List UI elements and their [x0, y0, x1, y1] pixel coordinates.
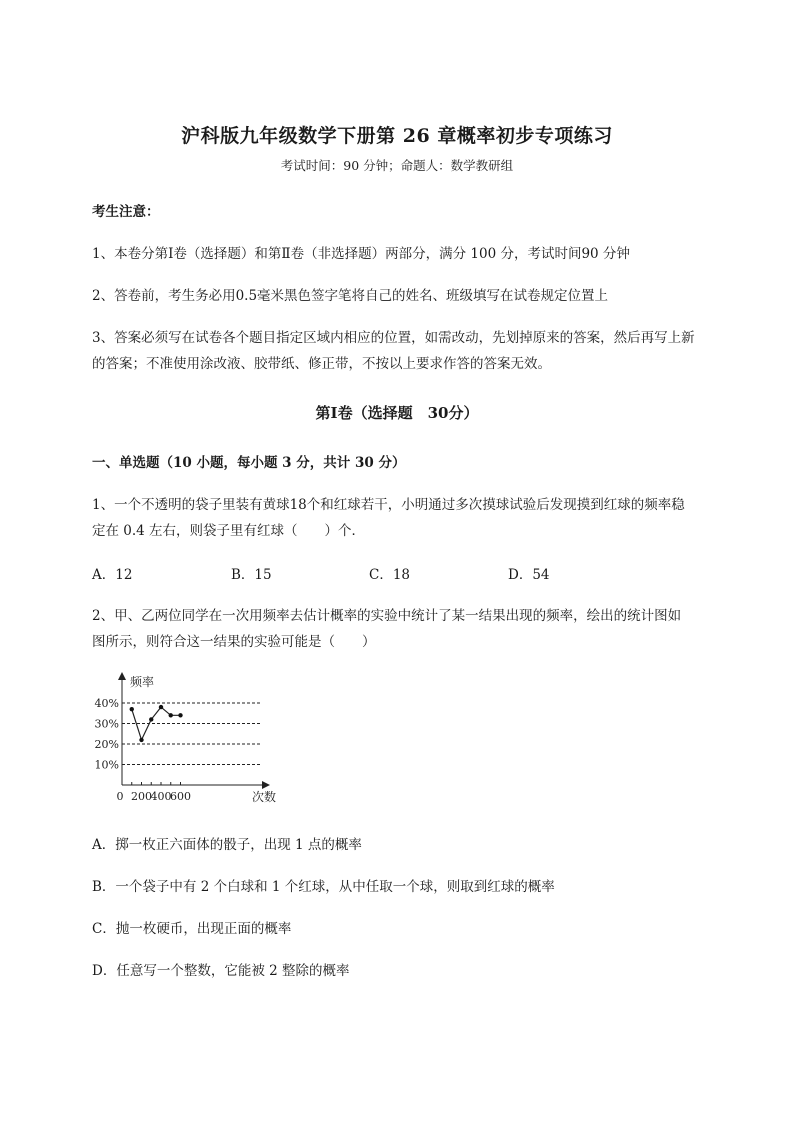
question-1-option-a: A．12	[92, 567, 133, 583]
chart-data-point	[169, 713, 173, 717]
question-2-option-c: C．抛一枚硬币，出现正面的概率	[92, 921, 292, 937]
section-title: 第Ⅰ卷（选择题 30分）	[315, 404, 479, 422]
question-1-line-2: 定在 0.4 左右，则袋子里有红球（ ）个．	[92, 523, 366, 539]
question-1-line-1: 1、一个不透明的袋子里装有黄球18个和红球若干，小明通过多次摸球试验后发现摸到红球的频率稳	[92, 497, 685, 513]
question-1-option-d: D．54	[508, 567, 550, 583]
document-subtitle: 考试时间：90 分钟；命题人：数学教研组	[280, 158, 514, 173]
chart-y-tick-label: 10%	[94, 758, 119, 772]
chart-x-tick-label: 600	[170, 790, 191, 803]
frequency-line-chart	[88, 668, 298, 810]
question-2-option-a: A．掷一枚正六面体的骰子，出现 1 点的概率	[92, 837, 362, 853]
chart-gridlines	[122, 703, 260, 765]
chart-data-point	[159, 705, 163, 709]
chart-y-tick-label: 30%	[94, 717, 119, 731]
chart-data-point	[178, 713, 182, 717]
chart-data-point	[139, 738, 143, 742]
notice-3-line-2: 的答案；不准使用涂改液、胶带纸、修正带，不按以上要求作答的答案无效。	[92, 356, 551, 372]
chart-y-tick-label: 20%	[94, 738, 119, 751]
notice-1: 1、本卷分第Ⅰ卷（选择题）和第Ⅱ卷（非选择题）两部分，满分 100 分，考试时间90 分钟	[92, 246, 630, 262]
chart-x-tick-label: 400	[150, 790, 172, 803]
question-1-option-b: B．15	[231, 567, 272, 583]
question-2-line-1: 2、甲、乙两位同学在一次用频率去估计概率的实验中统计了某一结果出现的频率，绘出的统计图如	[92, 608, 682, 624]
chart-data-point	[149, 717, 153, 721]
chart-data-point	[130, 707, 134, 711]
chart-x-tick-label: 0	[116, 790, 124, 803]
question-2-option-b: B．一个袋子中有 2 个白球和 1 个红球，从中任取一个球，则取到红球的概率	[92, 879, 555, 895]
notice-3-line-1: 3、答案必须写在试卷各个题目指定区域内相应的位置，如需改动，先划掉原来的答案，然后再写上新	[92, 330, 695, 346]
question-1-option-c: C．18	[369, 567, 411, 583]
notice-heading: 考生注意：	[92, 204, 160, 220]
document-title: 沪科版九年级数学下册第 26 章概率初步专项练习	[181, 125, 613, 147]
chart-x-tick-label: 200	[131, 790, 152, 803]
chart-y-axis-label: 频率	[130, 675, 155, 689]
chart-x-axis-label: 次数	[252, 790, 277, 804]
notice-2: 2、答卷前，考生务必用0.5毫米黑色签字笔将自己的姓名、班级填写在试卷规定位置上	[92, 288, 609, 304]
chart-y-tick-label: 40%	[94, 697, 119, 710]
part-heading: 一、单选题（10 小题，每小题 3 分，共计 30 分）	[92, 455, 406, 471]
question-2-line-2: 图所示，则符合这一结果的实验可能是（ ）	[92, 634, 376, 650]
question-2-option-d: D．任意写一个整数，它能被 2 整除的概率	[92, 963, 350, 979]
